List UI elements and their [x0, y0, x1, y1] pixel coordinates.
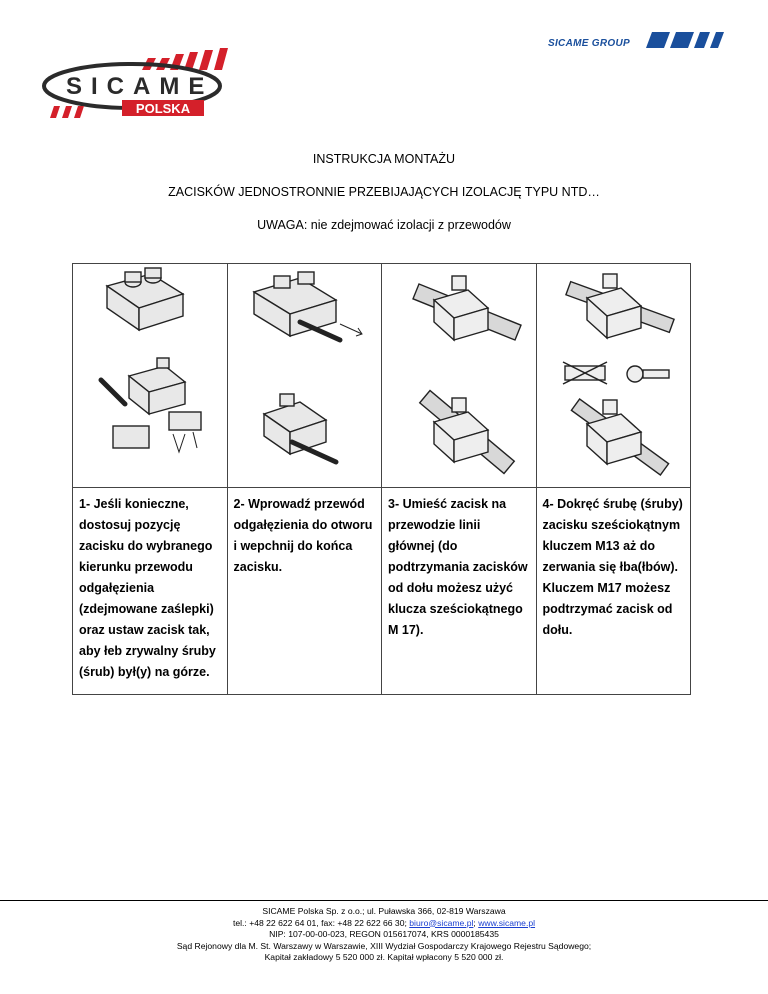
sicame-polska-logo: [40, 48, 240, 128]
step-1-cell: [73, 488, 228, 695]
illustration-row: [73, 264, 691, 488]
footer-court: Sąd Rejonowy dla M. St. Warszawy w Warszawie, XIII Wydział Gospodarczy Krajowego Rejestru Sądowego;: [176, 940, 592, 951]
group-text: SICAME GROUP: [548, 38, 630, 49]
footer: [0, 906, 768, 964]
step-2-cell: [227, 488, 382, 695]
step-2-illustration: [227, 264, 382, 488]
footer-email-link[interactable]: biuro@sicame.pl: [409, 917, 474, 928]
footer-divider: [0, 900, 768, 901]
footer-capital: Kapitał zakładowy 5 520 000 zł. Kapitał wpłacony 5 520 000 zł.: [264, 952, 504, 962]
document-subtitle: ZACISKÓW JEDNOSTRONNIE PRZEBIJAJĄCYCH IZOLACJĘ TYPU NTD…: [168, 185, 600, 199]
document-warning: UWAGA: nie zdejmować izolacji z przewodów: [257, 218, 511, 232]
footer-address: SICAME Polska Sp. z o.o.; ul. Puławska 366, 02-819 Warszawa: [262, 906, 506, 916]
footer-phone: tel.: +48 22 622 64 01, fax: +48 22 622 66 30;: [232, 917, 410, 928]
footer-contact: [0, 918, 768, 930]
step-3-cell: [382, 488, 537, 695]
step-4-cell: [536, 488, 691, 695]
step-1-illustration: [73, 264, 228, 488]
document-title: INSTRUKCJA MONTAŻU: [312, 152, 456, 166]
step-2-text: 2- Wprowadź przewód odgałęzienia do otworu i wepchnij do końca zacisku.: [233, 497, 373, 574]
steps-table: [72, 263, 691, 695]
step-4-text: 4- Dokręć śrubę (śruby) zacisku sześciokątnym kluczem M13 aż do zerwania się łba(łbów). Kluczem M17 możesz podtrzymać zacisk od dołu.: [542, 497, 683, 637]
logo-text: SICAME: [66, 73, 214, 100]
step-1-text: 1- Jeśli konieczne, dostosuj pozycję zacisku do wybranego kierunku przewodu odgałęzienia (zdejmowane zaślepki) oraz ustaw zacisk tak, aby łeb zrywalny śruby (śrub) był(y) na górze.: [79, 497, 216, 679]
logo-subtext: POLSKA: [135, 101, 191, 116]
footer-separator: ;: [473, 917, 479, 928]
text-row: [73, 488, 691, 695]
footer-website-link[interactable]: www.sicame.pl: [478, 917, 536, 928]
footer-registration: NIP: 107-00-00-023, REGON 015617074, KRS 0000185435: [269, 929, 499, 939]
step-3-text: 3- Umieść zacisk na przewodzie linii głównej (do podtrzymania zacisków od dołu możesz użyć klucza sześciokątnego M 17).: [388, 497, 528, 637]
step-3-illustration: [382, 264, 537, 488]
step-4-illustration: [536, 264, 691, 488]
